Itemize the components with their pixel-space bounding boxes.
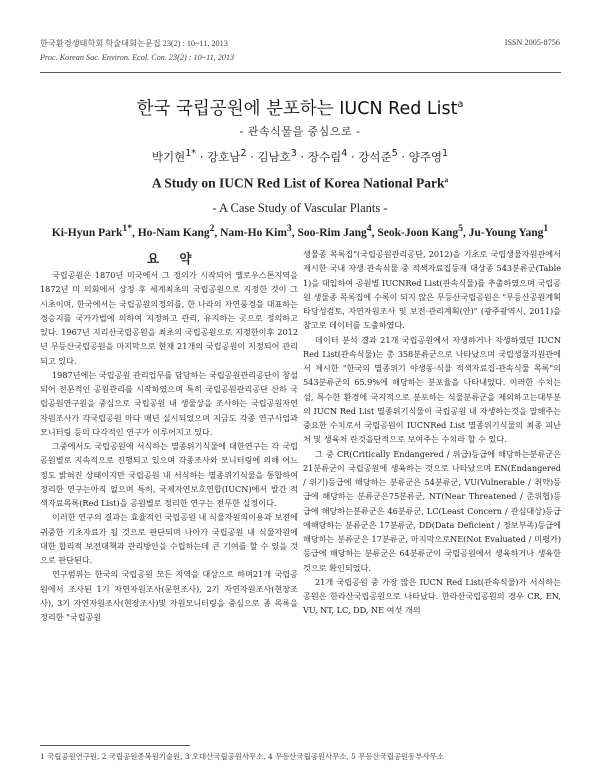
paragraph: 연구범위는 한국의 국립공원 모든 지역을 대상으로 하며21개 국립공원에서 조사된 1기 자연자원조사(문헌조사), 2기 자연자원조사(현장조사), 3기 자연자원조사(현장조사)및 자원모니터링을 중심으로 종 목록을 정리한 "국립공원 <box>40 569 298 622</box>
journal-citation-en: Proc. Korean Soc. Environ. Ecol. Con. 23(2) : 10~11, 2013 <box>40 53 235 62</box>
title-kr: 한국 국립공원에 분포하는 IUCN Red List$^a$ <box>136 99 464 119</box>
journal-citation-kr: 한국환경생태학회 학술대회논문집 23(2) : 10~11, 2013 <box>40 39 228 48</box>
author-affiliation-mark: 1* <box>122 223 132 234</box>
abstract-heading: 요 약 <box>147 251 200 266</box>
author: Seok-Joon Kang <box>377 226 459 239</box>
paragraph: 그 중 CR(Critically Endangered / 위급)등급에 해당하는분류군은 21분류군이 국립공원에 생육하는 것으로 나타났으며 EN(Endangered / 위기)등급에 해당하는 분류군은 54분류군, VU(Vulnerable / 취약)등급에 해당하는 분류군은75분류군, NT(Near Threatened / 준위협)등급에 해당하는분류군은 46분류군, LC(Least Concern / 관심대상)등급에해당하는 분류군은 17분류군, DD(Data Deficient / 정보부족)등급에 해당하는 분류군은 17분류군, 마지막으로NE(Not Evaluated / 미평가)등급에 해당하는 분류군은 64분류군이 국립공원에서 생육하거나 생육한 것으로 확인되었다. <box>303 448 561 573</box>
author-affiliation-mark: 1 <box>442 148 449 159</box>
author-affiliation-mark: 1* <box>185 148 197 159</box>
authors-en: Ki-Hyun Park$^{1*}$, Ho-Nam Kang$^2$, Nam-Ho Kim$^3$, Soo-Rim Jang$^4$, Seok-Joon Kang$^5$, Ju-Young Yang$^1$ <box>51 223 549 239</box>
author: Ki-Hyun Park <box>51 226 123 239</box>
author: 장수림 <box>307 149 342 164</box>
author-affiliation-mark: 4 <box>366 223 372 234</box>
author-affiliation-mark: 5 <box>458 223 463 234</box>
author-affiliation-mark: 1 <box>543 223 549 234</box>
author: 김남호 <box>257 149 291 164</box>
author: Ho-Nam Kang <box>137 226 210 239</box>
author-affiliation-mark: 5 <box>391 148 398 159</box>
paragraph: 21개 국립공원 중 가장 많은 IUCN Red List(관속식물)가 서식하는 공원은 한라산국립공원으로 나타났다. 한라산국립공원의 경우 CR, EN, VU, NT, LC, DD, NE 여섯 개의 <box>303 576 561 616</box>
author: Ju-Young Yang <box>468 226 544 239</box>
paragraph: 국립공원은 1870년 미국에서 그 정의가 시작되어 옐로우스톤지역을 1872년 미 의회에서 상정 후 세계최초의 국립공원으로 지정한 것이 그 시초이며, 한국에서는 국립공원의정의를, 한 나라의 자연풍경을 대표하는 경승지를 국가가법에 의하여 지정하고 관리, 유지하는 곳으로 정의하고 있다. 1967년 지리산국립공원을 최초의 국립공원으로 지정한이후 2012년 무등산국립공원을 마지막으로 현재 21개의 국립공원이 지정되어 관리되고 있다. <box>40 270 298 366</box>
author: Soo-Rim Jang <box>297 226 367 239</box>
issn: ISSN 2005-8756 <box>504 38 560 47</box>
author: 양주영 <box>408 149 443 164</box>
footnote-rule <box>40 745 190 746</box>
affiliations-footnote: 1 국립공원연구원, 2 국립공원종복원기술원, 3 오대산국립공원사무소, 4 무등산국립공원사무소, 5 무등산국립공원동부사무소 <box>40 752 444 761</box>
author-affiliation-mark: 3 <box>286 223 292 234</box>
authors-kr: 박기현$^{1*}$ · 강호남$^2$ · 김남호$^3$ · 장수림$^4$ · 강석준$^5$ · 양주영$^1$ <box>151 148 449 164</box>
paragraph: 이러한 연구의 결과는 효율적인 국립공원 내 식물자원의이용과 보전에 귀중한 기초자료가 될 것으로 판단되며 나아가 국립공원 내 식물자원에 대한 합리적 보전대책과 관리방안을 수립하는데 큰 기여를 할 수 있을 것으로 판단된다. <box>40 512 298 565</box>
author-affiliation-mark: 2 <box>209 223 215 234</box>
subtitle-en: - A Case Study of Vascular Plants - <box>212 201 388 215</box>
author-affiliation-mark: 2 <box>240 148 247 159</box>
author: 강석준 <box>358 149 392 164</box>
header-rule <box>40 72 561 73</box>
author-affiliation-mark: 4 <box>341 148 348 159</box>
author-affiliation-mark: 3 <box>290 148 297 159</box>
paragraph: 생물종 목록집"(국립공원관리공단, 2012)을 기초로 국립생물자원관에서 제시한 국내 자생 관속식물 중 적색자료집등재 대상종 543분류군(Table 1)을 대입하여 공원별 IUCNRed List(관속식물)를 추출하였으며 국립공원 생물종 목록집에 수록이 되지 않은 무등산국립공원은 "무등산공원계획타당성검토, 자연자원조사 및 보전·관리계획(안)" (광주광역시, 2011)을 참고로 데이터를 도출하였다. <box>303 249 561 331</box>
subtitle-kr: - 관속식물을 중심으로 - <box>239 125 361 138</box>
left-column <box>40 268 298 624</box>
right-column <box>303 247 561 618</box>
paragraph: 1987년에는 국립공원 관리업무를 담당하는 국립공원관리공단이 창설되어 전문적인 공원관리를 시작하였으며 특히 국립공원관리공단 산하 국립공원연구원을 중심으로 국립공원 내 생물상을 조사하는 국립공원자연자원조사가 각국립공원 마다 매년 실시되었으며 지금도 각종 연구사업과모니터링 등의 다각적인 연구가 이루어지고 있다. <box>40 369 298 437</box>
title-en: A Study on IUCN Red List of Korea National Park$^a$ <box>151 175 449 191</box>
paragraph: 그중에서도 국립공원에 서식하는 멸종위기식물에 대한연구는 각 국립공원별로 지속적으로 진행되고 있으며 각종조사와 모니터링에 의해 어느 정도 밝혀진 상태이지만 국립공원 내 서식하는 멸종위기식물을 통합하여 정리한 연구는아직 없으며 특히, 국제자연보호연합(IUCN)에서 발간 적색자료목록(Red List)을 공원별로 정리한 연구는 전무한 실정이다. <box>40 441 298 508</box>
author: 박기현 <box>151 149 186 164</box>
paragraph: 데이터 분석 결과 21개 국립공원에서 자생하거나 자생하였던 IUCN Red List(관속식물)는 총 358분류군으로 나타났으며 국립생물자원관에서 제시한 "한국의 멸종위기 야생동·식물 적색자료집-관속식물 목록"의 543분류군의 65.9%에 해당하는 분포율을 나타내었다. 이러한 수치는 섬, 특수한 환경에 국지적으로 분포하는 식물분류군을 제외하고는대부분의 IUCN Red List 멸종위기식물이 국립공원 내 자생하는것을 말해주는 중요한 수치로서 국립공원이 IUCNRed List 멸종위기식물의 최종 피난처 및 생육처 란것을단적으로 보여주는 수치라 할 수 있다. <box>303 334 561 445</box>
author: Nam-Ho Kim <box>220 226 287 239</box>
author: 강호남 <box>207 149 241 164</box>
